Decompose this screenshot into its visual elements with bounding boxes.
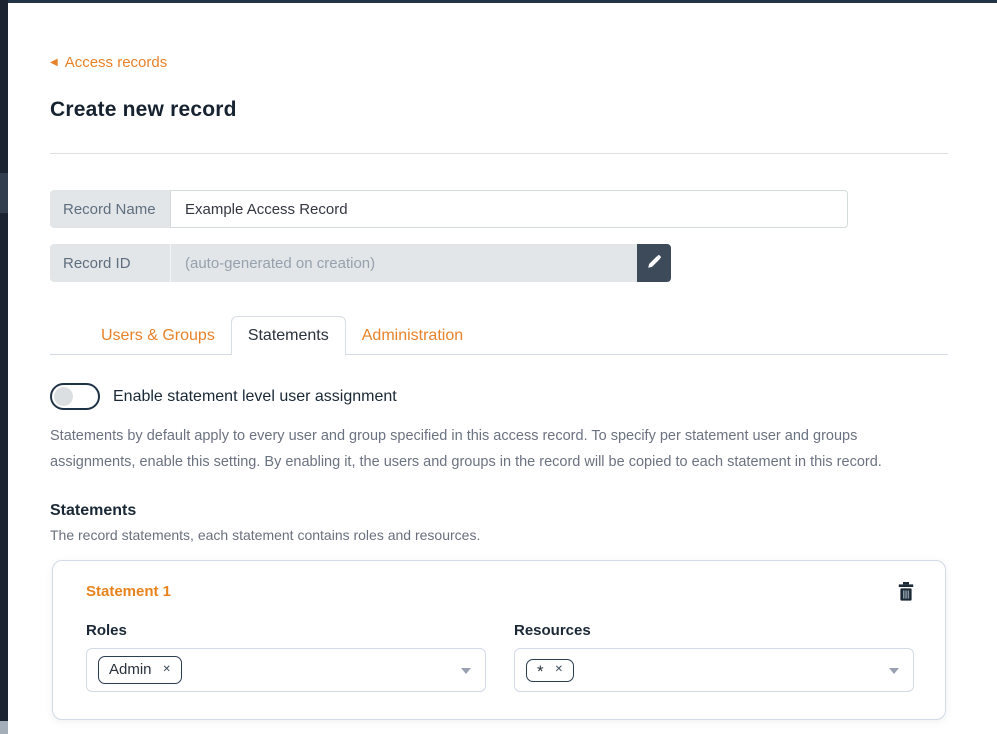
statement-level-toggle-row xyxy=(50,383,948,410)
resource-chip-value: * xyxy=(537,661,544,681)
divider xyxy=(50,153,948,154)
delete-statement-button[interactable] xyxy=(898,582,914,601)
statement-card xyxy=(52,560,946,720)
role-chip-value: Admin xyxy=(109,661,152,678)
roles-label: Roles xyxy=(86,622,127,639)
statements-heading: Statements xyxy=(50,502,137,519)
tab-users-and-groups[interactable]: Users & Groups xyxy=(101,327,215,344)
resources-select[interactable] xyxy=(514,648,914,692)
statement-settings-description: Statements by default apply to every user and group specified in this access record. To specify per statement user and groups assignments, enable this setting. By enabling it, the users and groups in the record will be copied to each statement in this record. xyxy=(50,428,882,470)
tab-statements[interactable]: Statements xyxy=(231,316,346,355)
back-link-label: Access records xyxy=(64,54,168,71)
tab-bar xyxy=(50,316,948,355)
role-chip-admin xyxy=(98,656,182,684)
caret-down-icon xyxy=(461,668,471,674)
resources-label: Resources xyxy=(514,622,591,639)
main-content xyxy=(50,0,948,720)
remove-role-icon[interactable]: ✕ xyxy=(162,663,171,675)
record-name-label: Record Name xyxy=(50,190,170,228)
caret-down-icon xyxy=(889,668,899,674)
roles-select[interactable] xyxy=(86,648,486,692)
statement-title: Statement 1 xyxy=(86,583,172,600)
remove-resource-icon[interactable]: ✕ xyxy=(554,663,564,675)
trash-icon xyxy=(898,589,914,604)
record-id-label: Record ID xyxy=(50,244,170,282)
back-link-access-records[interactable] xyxy=(50,54,167,71)
tab-administration[interactable]: Administration xyxy=(361,327,464,344)
record-name-row xyxy=(50,190,848,228)
resource-chip-wildcard xyxy=(526,659,574,682)
statement-card-header xyxy=(86,582,914,601)
back-arrow-icon: ◀ xyxy=(50,56,58,68)
statement-fields xyxy=(86,622,914,692)
record-name-input[interactable] xyxy=(170,190,848,228)
scrollbar-thumb[interactable] xyxy=(0,173,8,213)
resources-field xyxy=(514,622,914,692)
toggle-knob xyxy=(54,387,73,406)
pencil-icon xyxy=(647,255,661,272)
sidebar-edge-footer xyxy=(0,721,8,734)
roles-field xyxy=(86,622,486,692)
statement-level-toggle[interactable] xyxy=(50,383,100,410)
page-title: Create new record xyxy=(50,98,237,121)
toggle-label: Enable statement level user assignment xyxy=(113,387,397,405)
record-id-row xyxy=(50,244,671,282)
statements-description: The record statements, each statement contains roles and resources. xyxy=(50,527,481,543)
sidebar-edge xyxy=(0,0,8,734)
edit-record-id-button[interactable] xyxy=(637,244,671,282)
record-id-input xyxy=(170,244,637,282)
